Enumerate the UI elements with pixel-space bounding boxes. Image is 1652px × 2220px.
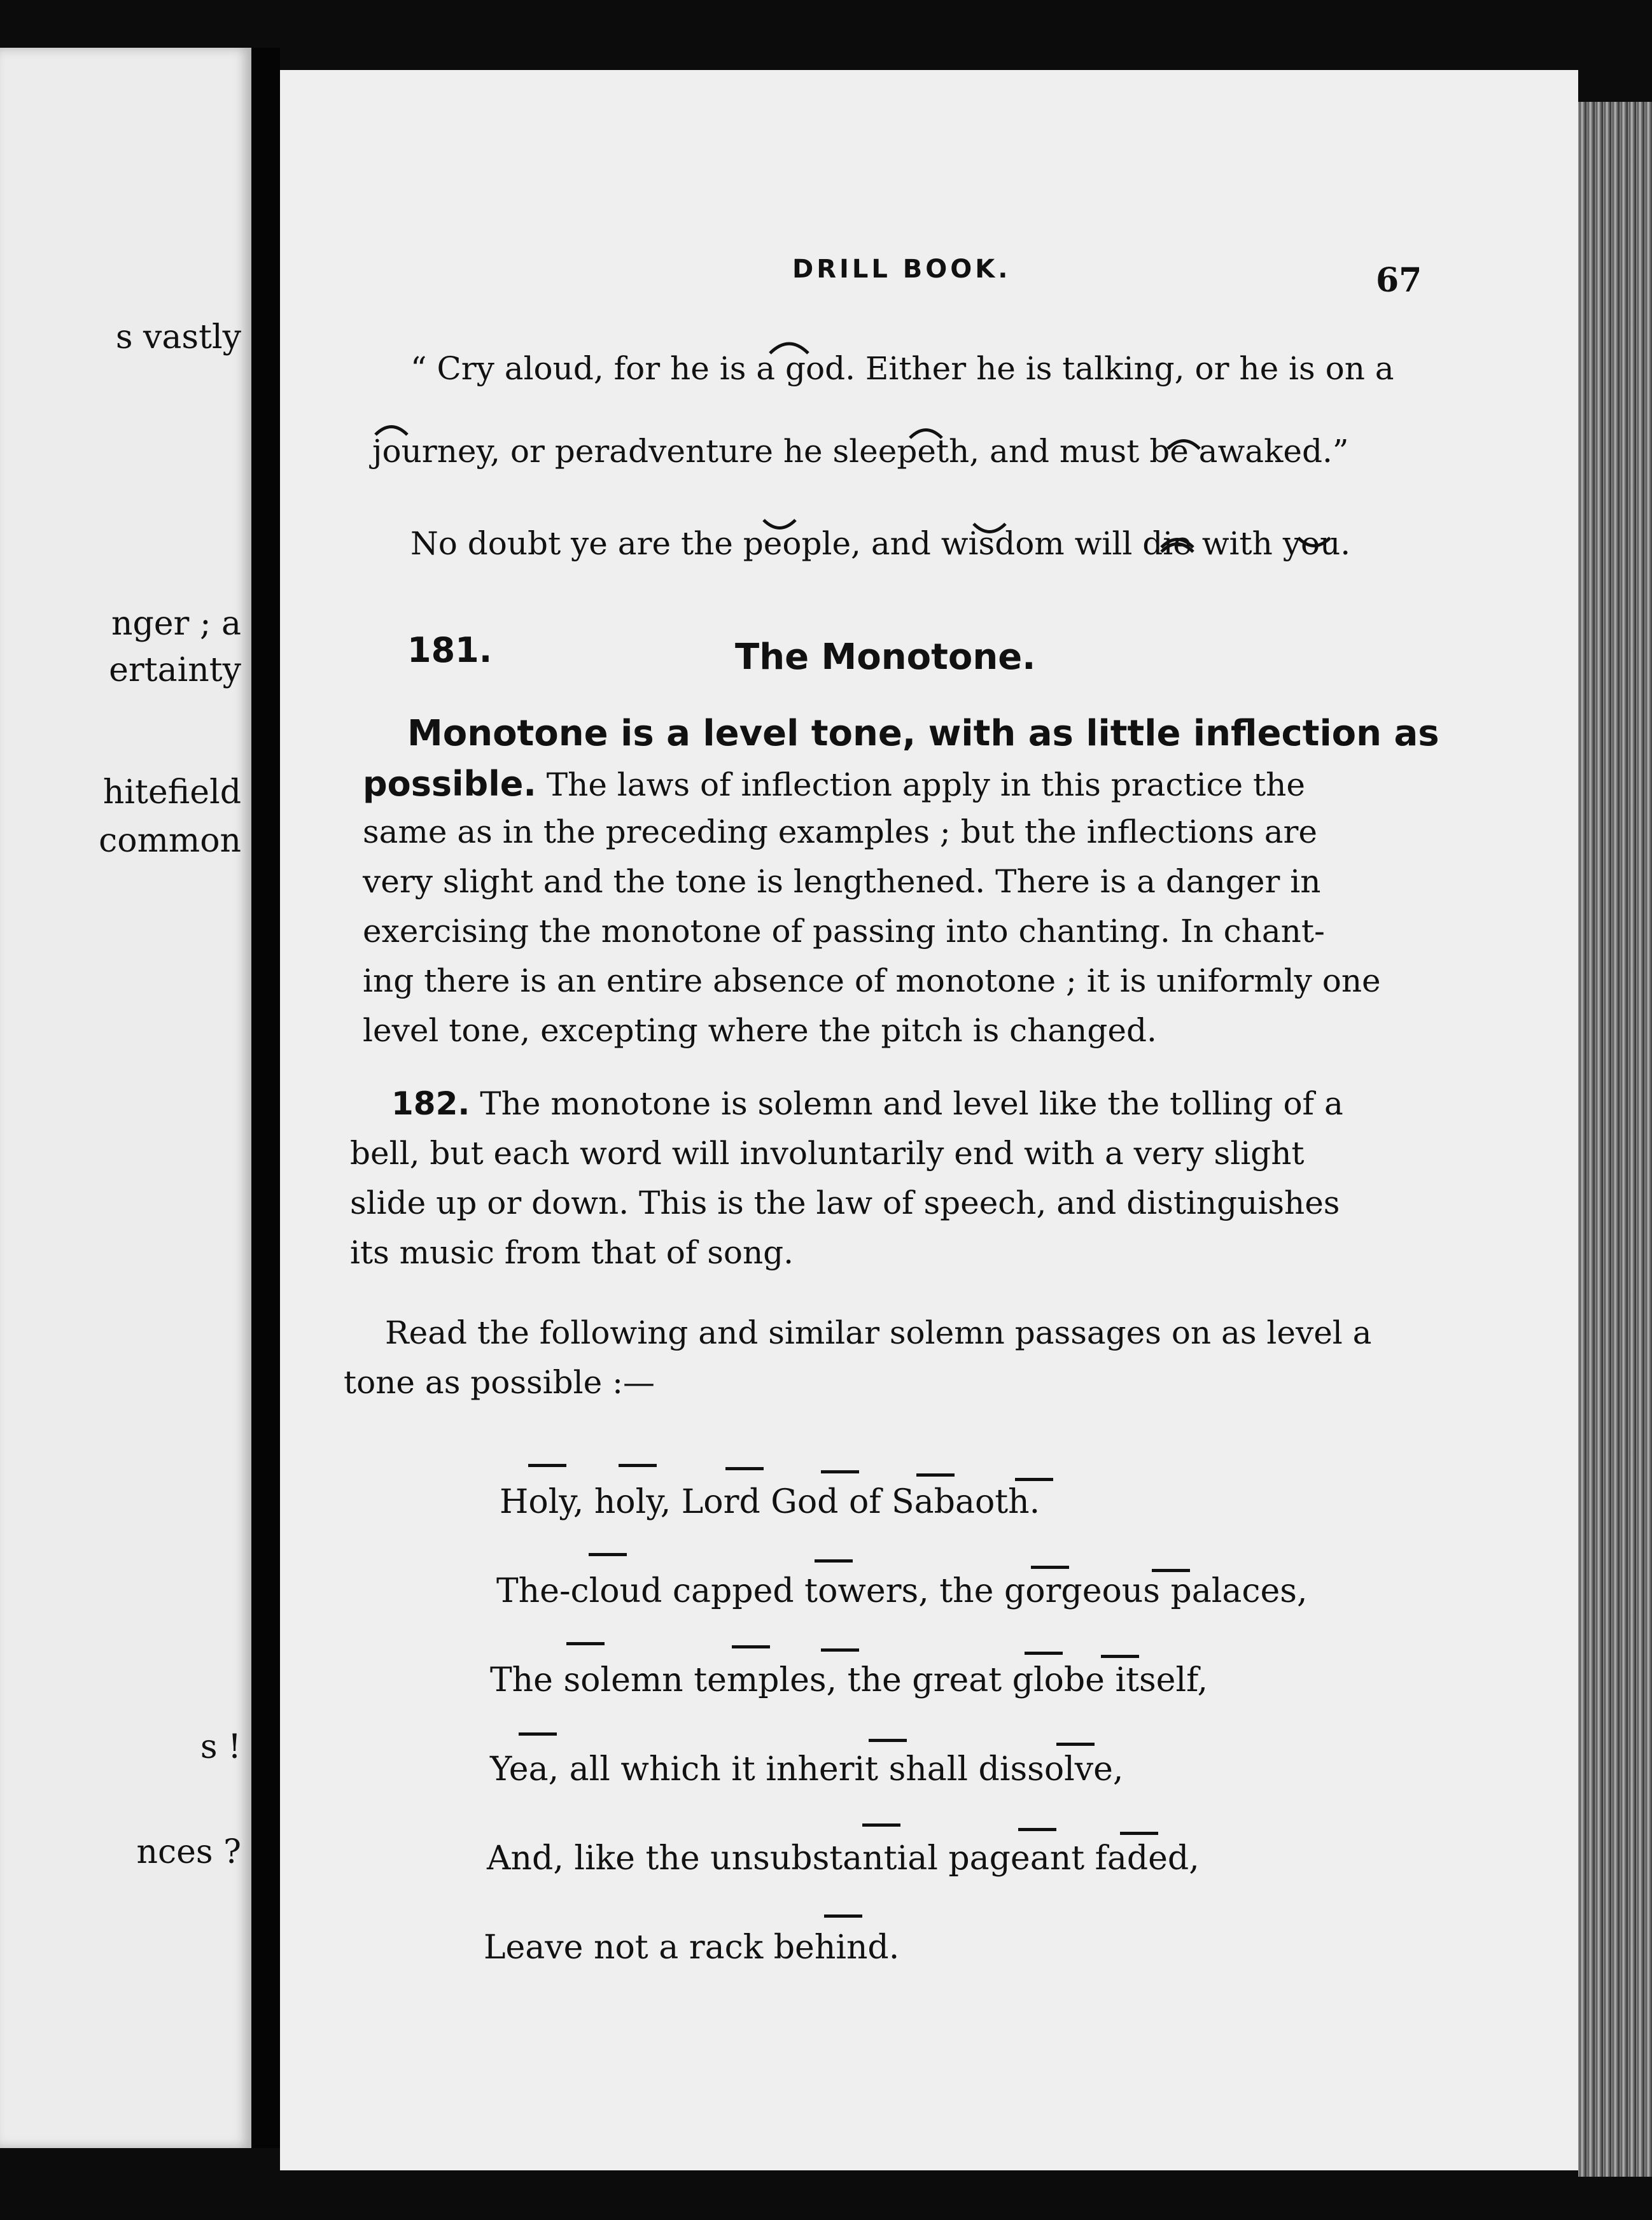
left-page-fragment: ertainty bbox=[109, 651, 241, 689]
section-title: The Monotone. bbox=[735, 636, 1036, 678]
level-tone-mark bbox=[916, 1473, 955, 1477]
level-tone-mark bbox=[1031, 1566, 1069, 1569]
poem-line: Yea, all which it inherit shall dissolve, bbox=[490, 1750, 1124, 1788]
level-tone-mark bbox=[1018, 1828, 1056, 1831]
grave-inflection-mark bbox=[1295, 535, 1333, 554]
section-number: 182. bbox=[391, 1085, 470, 1122]
level-tone-mark bbox=[824, 1914, 862, 1918]
poem-line: And, like the unsubstantial pageant faded, bbox=[487, 1839, 1200, 1878]
paragraph-text: The laws of inflection apply in this practice the bbox=[546, 766, 1305, 803]
level-tone-mark bbox=[821, 1648, 859, 1652]
circumflex-mark bbox=[907, 422, 945, 441]
paragraph-line: slide up or down. This is the law of speech, and distinguishes bbox=[350, 1184, 1340, 1221]
section-number: 181. bbox=[407, 630, 493, 670]
level-tone-mark bbox=[869, 1739, 907, 1742]
left-page-fragment: nces ? bbox=[136, 1833, 241, 1871]
book-gutter bbox=[251, 48, 280, 2148]
running-title: DRILL BOOK. bbox=[792, 255, 1011, 284]
left-page-fragment: nger ; a bbox=[111, 605, 241, 643]
left-page-fragment: s ! bbox=[200, 1728, 241, 1766]
instruction-line: tone as possible :— bbox=[344, 1364, 655, 1401]
paragraph-line: its music from that of song. bbox=[350, 1234, 794, 1271]
level-tone-mark bbox=[1056, 1743, 1095, 1746]
definition-end: possible. bbox=[363, 764, 536, 804]
poem-line: The solemn temples, the great globe itself, bbox=[490, 1661, 1208, 1699]
wave-inflection-mark bbox=[1158, 531, 1196, 557]
level-tone-mark bbox=[619, 1464, 657, 1467]
quote-line: journey, or peradventure he sleepeth, and must be awaked.” bbox=[372, 433, 1349, 470]
left-page-fragment: s vastly bbox=[115, 318, 241, 356]
level-tone-mark bbox=[821, 1470, 859, 1473]
level-tone-mark bbox=[1025, 1652, 1063, 1655]
right-page bbox=[280, 70, 1578, 2170]
quote-line: No doubt ye are the people, and wisdom will die with you. bbox=[410, 525, 1351, 562]
paragraph-line bbox=[363, 764, 1305, 804]
quote-line: “ Cry aloud, for he is a god. Either he is talking, or he is on a bbox=[410, 350, 1394, 387]
paragraph-line: ing there is an entire absence of monotone ; it is uniformly one bbox=[363, 962, 1381, 999]
paragraph-line: bell, but each word will involuntarily end with a very slight bbox=[350, 1135, 1305, 1172]
level-tone-mark bbox=[862, 1823, 900, 1827]
paragraph-line: very slight and the tone is lengthened. There is a danger in bbox=[363, 863, 1321, 900]
level-tone-mark bbox=[732, 1645, 770, 1648]
level-tone-mark bbox=[519, 1732, 557, 1736]
paragraph-line: exercising the monotone of passing into chanting. In chant- bbox=[363, 913, 1325, 950]
level-tone-mark bbox=[589, 1553, 627, 1556]
circumflex-mark bbox=[1165, 433, 1203, 452]
poem-line: Holy, holy, Lord God of Sabaoth. bbox=[500, 1483, 1040, 1521]
grave-inflection-mark bbox=[970, 521, 1009, 540]
paragraph-line: level tone, excepting where the pitch is changed. bbox=[363, 1012, 1157, 1049]
left-page-fragment: common bbox=[99, 822, 241, 860]
instruction-line: Read the following and similar solemn passages on as level a bbox=[385, 1314, 1372, 1351]
paragraph-line bbox=[391, 1085, 1343, 1122]
circumflex-mark bbox=[372, 419, 410, 438]
page-number: 67 bbox=[1376, 261, 1422, 300]
left-page-fragment: hitefield bbox=[102, 773, 241, 811]
level-tone-mark bbox=[1101, 1655, 1139, 1658]
paragraph-text: The monotone is solemn and level like the tolling of a bbox=[480, 1085, 1343, 1122]
level-tone-mark bbox=[725, 1467, 764, 1470]
circumflex-mark bbox=[767, 337, 811, 356]
poem-line: Leave not a rack behind. bbox=[484, 1928, 900, 1967]
left-facing-page bbox=[0, 48, 251, 2148]
paragraph-line: same as in the preceding examples ; but the inflections are bbox=[363, 813, 1318, 850]
poem-line: The-cloud capped towers, the gorgeous palaces, bbox=[496, 1572, 1308, 1610]
definition-line: Monotone is a level tone, with as little inflection as bbox=[407, 713, 1439, 754]
grave-inflection-mark bbox=[760, 517, 799, 536]
level-tone-mark bbox=[1120, 1832, 1158, 1835]
level-tone-mark bbox=[528, 1464, 566, 1467]
level-tone-mark bbox=[1015, 1478, 1053, 1481]
level-tone-mark bbox=[815, 1559, 853, 1563]
level-tone-mark bbox=[566, 1642, 605, 1645]
page-edges bbox=[1578, 102, 1652, 2177]
